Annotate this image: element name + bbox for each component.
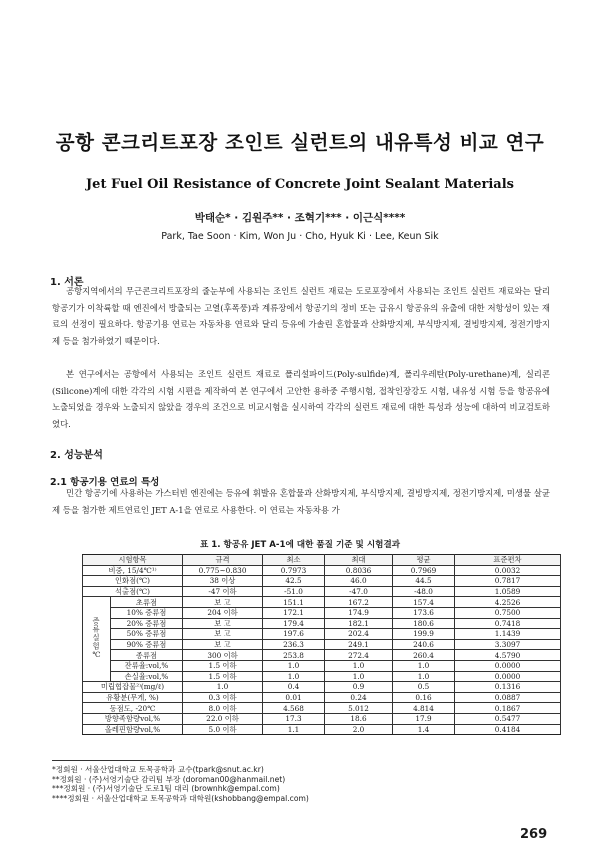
header-cell-sd: 표준편차 — [455, 555, 561, 566]
cell-max: -47.0 — [325, 586, 393, 597]
footnote-divider — [52, 760, 172, 761]
cell-item: 잔류율:vol,% — [111, 660, 183, 671]
section-2-1-heading: 2.1 항공기용 연료의 특성 — [50, 477, 160, 488]
page-number: 269 — [520, 827, 548, 842]
fuel-spec-table — [82, 554, 561, 735]
footnote-4: ****정회원 · 서울산업대학교 토목공학과 대학원(kshobbang@empal.com) — [52, 793, 309, 803]
cell-max: 0.24 — [325, 692, 393, 703]
cell-avg: 260.4 — [393, 650, 455, 661]
cell-avg: 240.6 — [393, 639, 455, 650]
header-cell-item: 시험항목 — [83, 555, 183, 566]
header-cell-max: 최대 — [325, 555, 393, 566]
cell-min: 197.6 — [263, 629, 325, 640]
table-row — [83, 713, 561, 724]
cell-avg: 1.0 — [393, 671, 455, 682]
cell-min: 1.1 — [263, 724, 325, 735]
cell-max: 272.4 — [325, 650, 393, 661]
table-row — [83, 629, 561, 640]
cell-avg: 157.4 — [393, 597, 455, 608]
cell-max: 167.2 — [325, 597, 393, 608]
cell-spec: 보 고 — [183, 639, 263, 650]
cell-spec: 300 이하 — [183, 650, 263, 661]
cell-sd: 3.3097 — [455, 639, 561, 650]
header-cell-min: 최소 — [263, 555, 325, 566]
cell-avg: 44.5 — [393, 576, 455, 587]
cell-max: 249.1 — [325, 639, 393, 650]
cell-min: 253.8 — [263, 650, 325, 661]
cell-min: 1.0 — [263, 671, 325, 682]
cell-item: 20% 증류점 — [111, 618, 183, 629]
cell-sd: 0.7817 — [455, 576, 561, 587]
cell-item: 10% 증류점 — [111, 607, 183, 618]
cell-sd: 4.2526 — [455, 597, 561, 608]
cell-sd: 0.0032 — [455, 565, 561, 576]
cell-avg: 199.9 — [393, 629, 455, 640]
table-row — [83, 607, 561, 618]
cell-item: 비중, 15/4℃¹⁾ — [83, 565, 183, 576]
table-body — [83, 565, 561, 735]
cell-spec: 보 고 — [183, 618, 263, 629]
cell-avg: 0.5 — [393, 682, 455, 693]
table-row — [83, 576, 561, 587]
cell-max: 18.6 — [325, 713, 393, 724]
table-row — [83, 724, 561, 735]
authors-korean: 박태순* · 김원주** · 조혁기*** · 이근식**** — [194, 212, 406, 224]
footnote-1: *정회원 · 서울산업대학교 토목공학과 교수(tpark@snut.ac.kr) — [52, 765, 264, 774]
cell-sd: 0.1316 — [455, 682, 561, 693]
cell-max: 202.4 — [325, 629, 393, 640]
header-cell-avg: 평균 — [393, 555, 455, 566]
cell-spec: -47 이하 — [183, 586, 263, 597]
section-1-heading: 1. 서론 — [50, 277, 84, 288]
cell-spec: 1.5 이하 — [183, 671, 263, 682]
cell-min: 42.5 — [263, 576, 325, 587]
table-caption: 표 1. 항공유 JET A-1에 대한 품질 기준 및 시험결과 — [199, 540, 401, 550]
group-label: 증류실험℃ — [92, 616, 101, 660]
cell-item: 방향족함량vol,% — [83, 713, 183, 724]
cell-min: 4.568 — [263, 703, 325, 714]
cell-max: 182.1 — [325, 618, 393, 629]
cell-item: 미립협잡물²⁾(mg/ℓ) — [83, 682, 183, 693]
footnotes — [52, 765, 309, 803]
cell-item: 50% 증류점 — [111, 629, 183, 640]
cell-max: 1.0 — [325, 671, 393, 682]
cell-sd: 1.0589 — [455, 586, 561, 597]
cell-min: 151.1 — [263, 597, 325, 608]
cell-avg: 1.0 — [393, 660, 455, 671]
table-row — [83, 692, 561, 703]
cell-spec: 204 이하 — [183, 607, 263, 618]
cell-avg: 4.814 — [393, 703, 455, 714]
cell-min: 0.01 — [263, 692, 325, 703]
cell-item: 유황분(무게, %) — [83, 692, 183, 703]
table-row — [83, 650, 561, 661]
table-row — [83, 597, 561, 608]
cell-sd: 0.1867 — [455, 703, 561, 714]
cell-item: 초류점 — [111, 597, 183, 608]
cell-sd: 0.0887 — [455, 692, 561, 703]
cell-item: 석출점(℃) — [83, 586, 183, 597]
cell-max: 2.0 — [325, 724, 393, 735]
cell-sd: 0.0000 — [455, 660, 561, 671]
cell-spec: 8.0 이하 — [183, 703, 263, 714]
cell-spec: 5.0 이하 — [183, 724, 263, 735]
section-1-paragraph-2: 본 연구에서는 공항에서 사용되는 조인트 실런트 재료로 폴리설파이드(Poly-sulfide)계, 폴리우레탄(Poly-urethane)계, 실리콘(Silicone)계에 대한 각각의 시험 시편을 제작하여 본 연구에서 고안한 용하중 주행시험, 접착인장강도 시험, 내유성 시험 등을 항공유에 노출되었을 경우와 노출되지 않았을 경우의 조건으로 비교시험을 실시하여 각각의 실런트 재료에 대한 특성과 성능에 대하여 비교검토하였다. — [52, 369, 550, 429]
cell-min: 1.0 — [263, 660, 325, 671]
cell-item: 종류점 — [111, 650, 183, 661]
cell-min: 0.7973 — [263, 565, 325, 576]
cell-avg: 17.9 — [393, 713, 455, 724]
cell-min: 0.4 — [263, 682, 325, 693]
cell-item: 90% 증류점 — [111, 639, 183, 650]
cell-sd: 0.4184 — [455, 724, 561, 735]
cell-sd: 0.7418 — [455, 618, 561, 629]
cell-sd: 0.7500 — [455, 607, 561, 618]
cell-min: 172.1 — [263, 607, 325, 618]
cell-min: 236.3 — [263, 639, 325, 650]
paper-title-korean: 공항 콘크리트포장 조인트 실런트의 내유특성 비교 연구 — [55, 131, 545, 154]
cell-item: 손실율:vol,% — [111, 671, 183, 682]
table-row — [83, 618, 561, 629]
cell-spec: 1.0 — [183, 682, 263, 693]
cell-avg: 180.6 — [393, 618, 455, 629]
cell-max: 5.012 — [325, 703, 393, 714]
section-2-1-paragraph-1: 민간 항공기에 사용하는 가스터빈 엔진에는 등유에 휘발유 혼합물과 산화방지제, 부식방지제, 결빙방지제, 정전기방지제, 미생물 살균제 등을 첨가한 제트연료인 JET A-1을 연료로 사용한다. 이 연료는 자동차용 가 — [52, 488, 550, 515]
authors-english: Park, Tae Soon · Kim, Won Ju · Cho, Hyuk Ki · Lee, Keun Sik — [161, 231, 439, 242]
cell-item: 올레핀함량vol,% — [83, 724, 183, 735]
cell-spec: 0.775~0.830 — [183, 565, 263, 576]
section-2-heading: 2. 성능분석 — [50, 450, 103, 461]
footnote-3: ***정회원 · (주)서영기술단 도로1팀 대리 (brownhk@empal.com) — [52, 784, 280, 794]
paper-title-english: Jet Fuel Oil Resistance of Concrete Joint Sealant Materials — [86, 177, 514, 192]
cell-avg: 0.7969 — [393, 565, 455, 576]
cell-min: -51.0 — [263, 586, 325, 597]
cell-spec: 22.0 이하 — [183, 713, 263, 724]
table-row — [83, 639, 561, 650]
table-row — [83, 671, 561, 682]
cell-avg: -48.0 — [393, 586, 455, 597]
cell-avg: 0.16 — [393, 692, 455, 703]
cell-avg: 1.4 — [393, 724, 455, 735]
cell-spec: 1.5 이하 — [183, 660, 263, 671]
cell-item: 인화점(℃) — [83, 576, 183, 587]
cell-max: 174.9 — [325, 607, 393, 618]
cell-max: 0.8036 — [325, 565, 393, 576]
cell-spec: 보 고 — [183, 597, 263, 608]
cell-spec: 38 이상 — [183, 576, 263, 587]
cell-sd: 0.5477 — [455, 713, 561, 724]
cell-max: 1.0 — [325, 660, 393, 671]
cell-min: 17.3 — [263, 713, 325, 724]
table-row — [83, 565, 561, 576]
cell-sd: 0.0000 — [455, 671, 561, 682]
cell-sd: 4.5790 — [455, 650, 561, 661]
cell-min: 179.4 — [263, 618, 325, 629]
table-row — [83, 586, 561, 597]
cell-sd: 1.1439 — [455, 629, 561, 640]
cell-max: 46.0 — [325, 576, 393, 587]
cell-avg: 173.6 — [393, 607, 455, 618]
section-1-paragraph-1: 공항지역에서의 무근콘크리트포장의 줄눈부에 사용되는 조인트 실런트 재료는 도로포장에서 사용되는 조인트 실런트 재료와는 달리 항공기가 이착륙할 때 엔진에서 방출되는 고열(후폭풍)과 계류장에서 항공기의 정비 또는 급유시 항공유의 유출에 대한 저항성이 있는 재료의 선정이 필요하다. 항공기용 연료는 자동차용 연료와 달리 등유에 가솔린 혼합물과 산화방지제, 부식방지제, 결빙방지제, 정전기방지제 등을 첨가하였기 때문이다. — [52, 286, 550, 346]
table-row — [83, 660, 561, 671]
group-label-cell — [83, 597, 111, 682]
table-row — [83, 682, 561, 693]
table-header-row — [83, 555, 561, 566]
cell-max: 0.9 — [325, 682, 393, 693]
table-row — [83, 703, 561, 714]
cell-spec: 보 고 — [183, 629, 263, 640]
cell-spec: 0.3 이하 — [183, 692, 263, 703]
footnote-2: **정회원 · (주)서영기술단 감리팀 부장 (doroman00@hanmail.net) — [52, 774, 286, 784]
header-cell-spec: 규격 — [183, 555, 263, 566]
cell-item: 동점도, -20℃ — [83, 703, 183, 714]
